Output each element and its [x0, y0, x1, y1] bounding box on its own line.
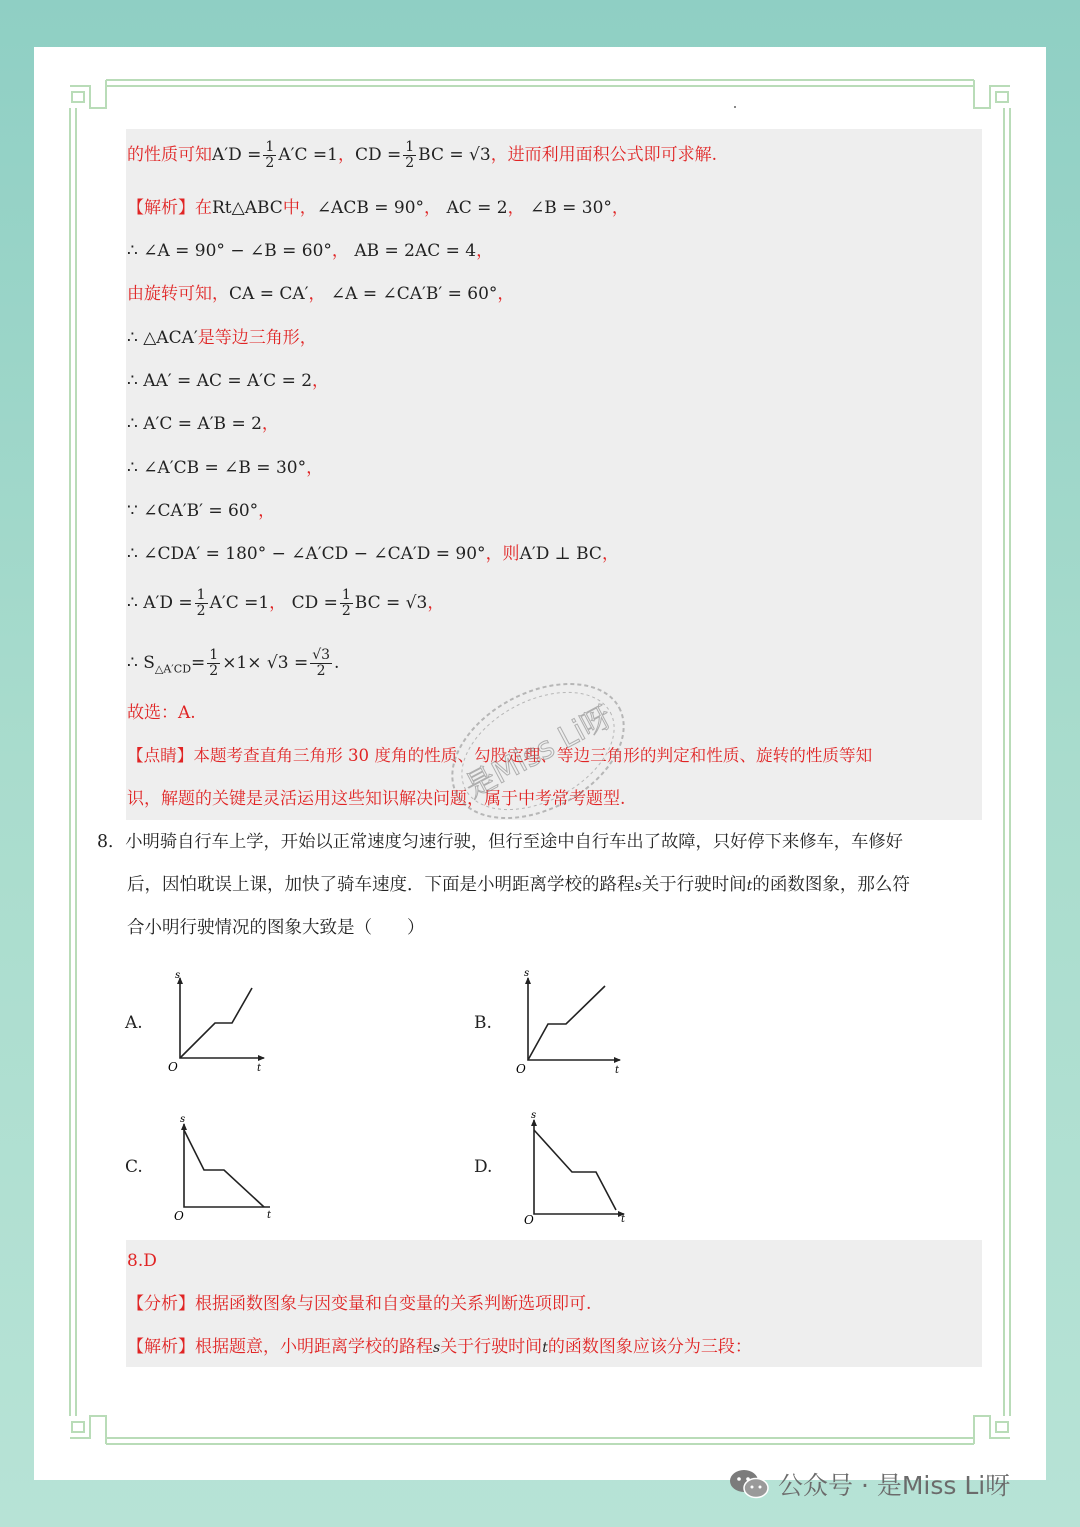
question-8-line-2: 后，因怕耽误上课，加快了骑车速度．下面是小明距离学校的路程s关于行驶时间t的函数图象，那么符: [127, 875, 910, 895]
option-b-graph: [508, 966, 628, 1076]
watermark-stamp: [438, 676, 638, 826]
solution-line-13: 故选：A.: [127, 703, 196, 723]
axis-t-label: t: [267, 1210, 272, 1221]
origin-label: O: [174, 1209, 184, 1223]
option-b-label: B.: [474, 1013, 492, 1033]
axis-s-label: s: [175, 970, 181, 981]
question-8-line-3: 合小明行驶情况的图象大致是（ ）: [127, 918, 425, 938]
axis-t-label: t: [257, 1063, 262, 1074]
fraction: $\frac{1}{2}$: [196, 587, 206, 619]
axis-t-label: t: [621, 1214, 626, 1224]
solution-line-9: ∵ ∠CA′B′ = 60°，: [127, 501, 276, 521]
solution-line-2: 【解析】在Rt△ABC中，∠ACB = 90°， AC = 2， ∠B = 30°，: [127, 198, 629, 218]
solution-line-5: ∴ △ACA′是等边三角形，: [127, 328, 317, 348]
solution-line-1: 的性质可知A′D = $\frac{1}{2}$ A′C =1，CD = $\frac{1}{2}$ BC = √3，进而利用面积公式即可求解.: [127, 139, 718, 171]
option-c-label: C.: [125, 1157, 143, 1177]
solution-line-3: ∴ ∠A = 90° − ∠B = 60°， AB = 2AC = 4，: [127, 241, 494, 261]
fraction: $\frac{1}{2}$: [341, 587, 351, 619]
origin-label: O: [168, 1060, 178, 1074]
fraction: $\frac{1}{2}$: [405, 139, 415, 171]
axis-t-label: t: [615, 1065, 620, 1076]
footer-text: 公众号 · 是Miss Li呀: [778, 1471, 1011, 1500]
solution-line-12: ∴ $S_{\triangle A'CD}=$ $\frac{1}{2}$ ×1× √3 = $\frac{√3}{2}$ .: [127, 647, 340, 679]
solution-line-4: 由旋转可知，CA = CA′， ∠A = ∠CA′B′ = 60°，: [127, 284, 515, 304]
axis-s-label: s: [524, 968, 530, 979]
axis-s-label: s: [180, 1114, 186, 1125]
option-d-graph: [516, 1106, 636, 1224]
fraction: $\frac{1}{2}$: [265, 139, 275, 171]
solution-line-15: 识，解题的关键是灵活运用这些知识解决问题，属于中考常考题型.: [127, 789, 626, 809]
axis-s-label: s: [531, 1110, 537, 1121]
footer-account: [728, 1462, 1010, 1506]
solution-line-11: ∴ A′D = $\frac{1}{2}$ A′C =1， CD = $\frac{1}{2}$ BC = √3，: [127, 587, 445, 619]
answer-8-line-3: 【解析】根据题意，小明距离学校的路程s关于行驶时间t的函数图象应该分为三段：: [127, 1337, 752, 1357]
solution-line-8: ∴ ∠A′CB = ∠B = 30°，: [127, 458, 324, 478]
answer-8-line-1: 8.D: [127, 1251, 157, 1271]
option-a-graph: [160, 968, 270, 1076]
solution-line-7: ∴ A′C = A′B = 2，: [127, 414, 279, 434]
wechat-icon: [728, 1467, 770, 1501]
fraction: $\frac{1}{2}$: [209, 647, 219, 679]
solution-line-6: ∴ AA′ = AC = A′C = 2，: [127, 371, 330, 391]
origin-label: O: [516, 1062, 526, 1076]
watermark-text: 是Miss Li呀: [459, 699, 618, 806]
fraction: $\frac{√3}{2}$: [312, 647, 331, 679]
solution-line-10: ∴ ∠CDA′ = 180° − ∠A′CD − ∠CA′D = 90°，则A′D ⊥ BC，: [127, 544, 619, 564]
option-c-graph: [166, 1112, 282, 1224]
question-8-line-1: 8．小明骑自行车上学，开始以正常速度匀速行驶，但行至途中自行车出了故障，只好停下来修车，车修好: [97, 832, 903, 852]
option-d-label: D.: [474, 1157, 493, 1177]
answer-8-line-2: 【分析】根据函数图象与因变量和自变量的关系判断选项即可.: [127, 1294, 592, 1314]
origin-label: O: [524, 1213, 534, 1224]
option-a-label: A.: [125, 1013, 143, 1033]
solution-line-14: 【点睛】本题考查直角三角形 30 度角的性质、勾股定理、等边三角形的判定和性质、旋转的性质等知: [127, 746, 873, 765]
